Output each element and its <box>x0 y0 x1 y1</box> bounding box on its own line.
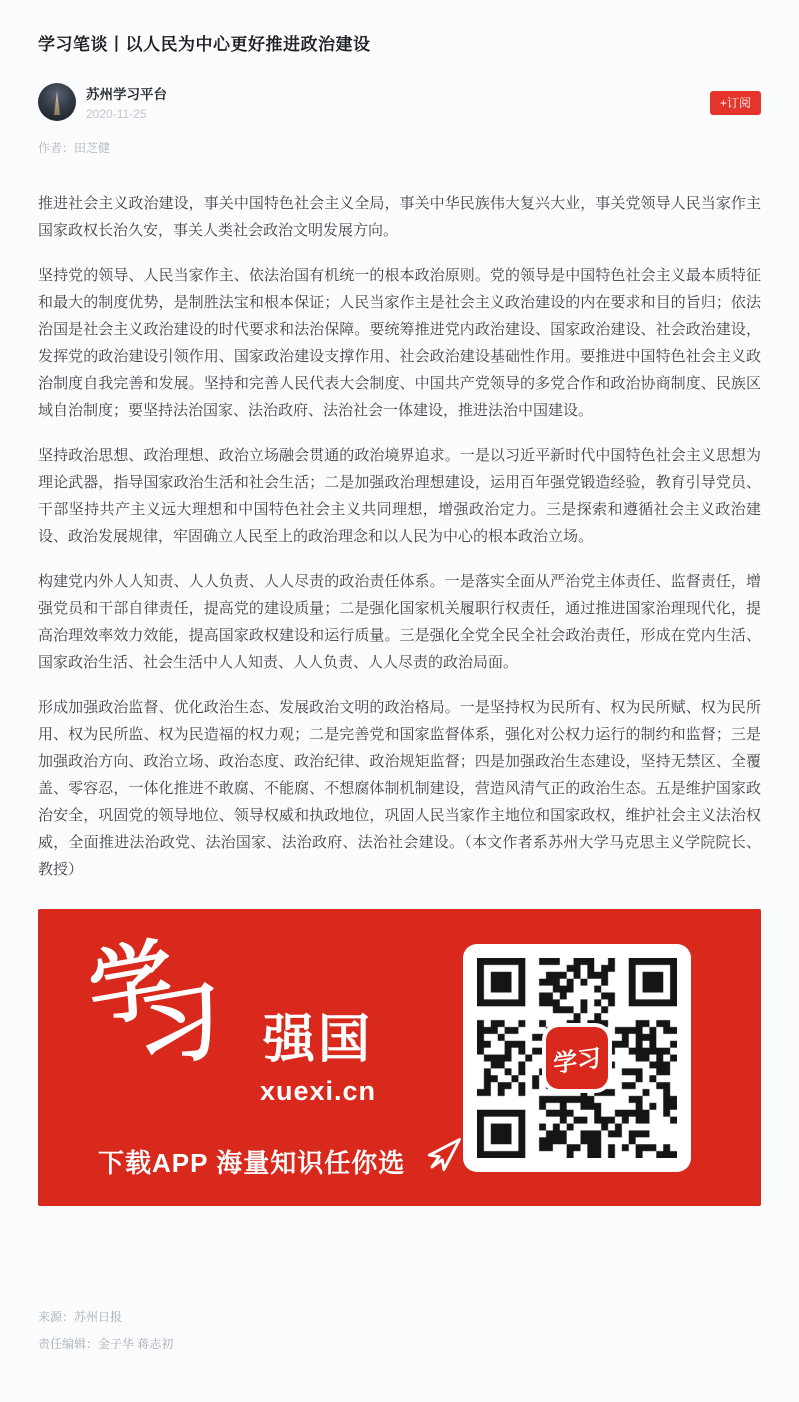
paragraph: 形成加强政治监督、优化政治生态、发展政治文明的政治格局。一是坚持权为民所有、权为民所赋、权为民所用、权为民所监、权为民造福的权力观；二是完善党和国家监督体系，强化对公权力运行的制约和监督；三是加强政治方向、政治立场、政治态度、政治纪律、政治规矩监督；四是加强政治生态建设，坚持无禁区、全覆盖、零容忍，一体化推进不敢腐、不能腐、不想腐体制机制建设，营造风清气正的政治生态。五是维护国家政治安全，巩固党的领导地位、领导权威和执政地位，巩固人民当家作主地位和国家政权，维护社会主义法治权威，全面推进法治政党、法治国家、法治政府、法治社会建设。（本文作者系苏州大学马克思主义学院院长、教授） <box>38 699 761 878</box>
author-label: 作者： <box>38 141 75 155</box>
publisher-name[interactable]: 苏州学习平台 <box>86 87 167 102</box>
logo-qiangguo: 强国 <box>263 1011 374 1069</box>
logo-domain: xuexi.cn <box>260 1076 377 1106</box>
banner-tagline: 下载APP 海量知识任你选 <box>98 1148 406 1178</box>
logo-wordmark <box>260 997 376 1107</box>
qr-center-logo <box>546 1027 608 1089</box>
source-row <box>38 1308 761 1325</box>
editor-row <box>38 1335 761 1352</box>
page-title: 学习笔谈丨以人民为中心更好推进政治建设 <box>38 35 371 54</box>
article-body <box>38 190 761 883</box>
xuexi-promo-banner <box>38 909 761 1206</box>
logo-char-xue: 学 <box>85 929 176 1039</box>
paragraph: 构建党内外人人知责、人人负责、人人尽责的政治责任体系。一是落实全面从严治党主体责任、监督责任，增强党员和干部自律责任，提高党的建设质量；二是强化国家机关履职行权责任，通过推进国家治理现代化，提高治理效率效力效能，提高国家政权建设和运行质量。三是强化全党全民全社会政治责任，形成在党内生活、国家政治生活、社会生活中人人知责、人人负责、人人尽责的政治局面。 <box>38 573 761 671</box>
subscribe-button[interactable]: +订阅 <box>710 91 761 115</box>
article-meta-footer <box>38 1308 761 1352</box>
publish-date: 2020-11-25 <box>86 107 147 121</box>
author-name: 田芝健 <box>74 141 111 155</box>
logo-char-xi: 习 <box>134 971 225 1081</box>
source-label: 来源： <box>38 1310 75 1324</box>
editor-label: 责任编辑： <box>38 1337 99 1351</box>
paragraph: 坚持党的领导、人民当家作主、依法治国有机统一的根本政治原则。党的领导是中国特色社会主义最本质特征和最大的制度优势，是制胜法宝和根本保证；人民当家作主是社会主义政治建设的内在要求和目的旨归；依法治国是社会主义政治建设的时代要求和法治保障。要统筹推进党内政治建设、国家政治建设、社会政治建设，发挥党的政治建设引领作用、国家政治建设支撑作用、社会政治建设基础性作用。要推进中国特色社会主义政治制度自我完善和发展。坚持和完善人民代表大会制度、中国共产党领导的多党合作和政治协商制度、民族区域自治制度；要坚持法治国家、法治政府、法治社会一体建设，推进法治中国建设。 <box>38 267 761 419</box>
paragraph: 坚持政治思想、政治理想、政治立场融会贯通的政治境界追求。一是以习近平新时代中国特色社会主义思想为理论武器，指导国家政治生活和社会生活；二是加强政治理想建设，运用百年强党锻造经验，教育引导党员、干部坚持共产主义远大理想和中国特色社会主义共同理想，增强政治定力。三是探索和遵循社会主义政治建设、政治发展规律，牢固确立人民至上的政治理念和以人民为中心的根本政治立场。 <box>38 447 761 545</box>
banner-tagline-row <box>98 1143 471 1180</box>
author-line <box>38 139 761 156</box>
qr-code-panel <box>463 944 691 1172</box>
xuexi-calligraphy-logo <box>85 929 225 1081</box>
avatar-tower-image <box>54 91 60 115</box>
publisher-row <box>38 83 761 121</box>
publisher-meta <box>86 83 167 121</box>
paragraph: 推进社会主义政治建设，事关中国特色社会主义全局，事关中华民族伟大复兴大业，事关党领导人民当家作主国家政权长治久安，事关人类社会政治文明发展方向。 <box>38 195 761 239</box>
source-value: 苏州日报 <box>74 1310 123 1324</box>
editor-value: 金子华 蒋志初 <box>98 1337 174 1351</box>
avatar[interactable] <box>38 83 76 121</box>
qr-center-text: 学习 <box>552 1044 602 1078</box>
